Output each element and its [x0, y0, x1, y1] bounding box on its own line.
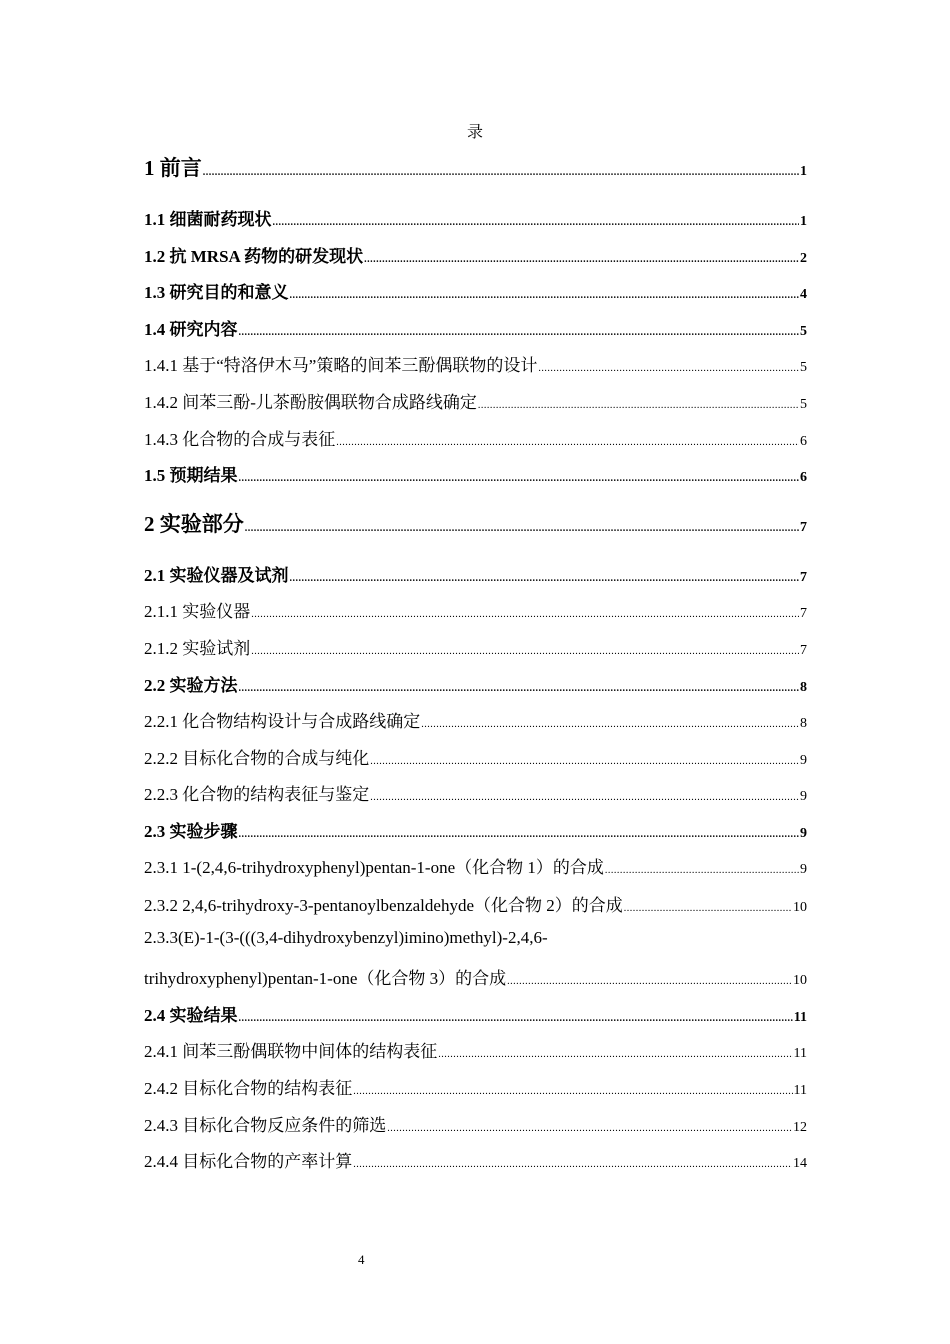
toc-entry-label: 1.5 预期结果 [144, 466, 238, 485]
toc-entry-page: 10 [793, 900, 807, 915]
toc-entry-wrapped-line[interactable]: 2.3.3(E)-1-(3-(((3,4-dihydroxybenzyl)imino)methyl)-2,4,6- [144, 928, 548, 947]
toc-entry-page: 9 [800, 753, 807, 768]
toc-entry-label: 2.4.4 目标化合物的产率计算 [144, 1152, 353, 1171]
toc-entry-page: 9 [800, 862, 807, 877]
leader-dots [251, 602, 799, 622]
toc-entry-page: 1 [800, 214, 807, 229]
leader-dots [605, 858, 799, 878]
toc-entry[interactable] [144, 634, 807, 659]
toc-entry[interactable] [144, 1037, 807, 1062]
toc-entry[interactable] [144, 205, 807, 230]
leader-dots [624, 896, 792, 916]
toc-entry[interactable] [144, 597, 807, 622]
leader-dots [203, 156, 799, 181]
leader-dots [245, 512, 799, 537]
toc-entry-page: 9 [800, 789, 807, 804]
toc-entry-page: 5 [800, 397, 807, 412]
leader-dots [353, 1079, 792, 1099]
toc-entry-label: 1.4 研究内容 [144, 320, 238, 339]
toc-entry-page: 5 [800, 324, 807, 339]
toc-entry[interactable] [144, 744, 807, 769]
toc-entry-page: 10 [793, 973, 807, 988]
toc-entry-page: 11 [793, 1010, 807, 1025]
toc-entry-page: 8 [800, 716, 807, 731]
toc-entry-page: 9 [800, 826, 807, 841]
leader-dots [364, 247, 799, 267]
toc-entry-label: 2.2.3 化合物的结构表征与鉴定 [144, 785, 370, 804]
toc-entry-page: 2 [800, 251, 807, 266]
leader-dots [438, 1042, 792, 1062]
toc-entry-label: 2.1 实验仪器及试剂 [144, 566, 289, 585]
leader-dots [370, 749, 799, 769]
toc-entry-label: 2.4 实验结果 [144, 1006, 238, 1025]
toc-entry-page: 11 [793, 1083, 807, 1098]
toc-entry-label: 2.4.3 目标化合物反应条件的筛选 [144, 1116, 387, 1135]
toc-entry-label: 2.4.1 间苯三酚偶联物中间体的结构表征 [144, 1042, 438, 1061]
toc-entry[interactable] [144, 508, 807, 538]
toc-entry-label: 2.1.2 实验试剂 [144, 639, 251, 658]
toc-entry-label: 1.2 抗 MRSA 药物的研发现状 [144, 247, 364, 266]
toc-entry[interactable] [144, 817, 807, 842]
toc-entry-page: 5 [800, 360, 807, 375]
toc-entry-label: 2.2.2 目标化合物的合成与纯化 [144, 749, 370, 768]
toc-entry-page: 12 [793, 1120, 807, 1135]
toc-entry-label: 1.3 研究目的和意义 [144, 283, 289, 302]
toc-entry[interactable] [144, 964, 807, 989]
toc-entry[interactable] [144, 1001, 807, 1026]
leader-dots [336, 430, 799, 450]
toc-entry[interactable] [144, 351, 807, 376]
toc-entry-page: 1 [800, 164, 807, 179]
toc-entry[interactable] [144, 152, 807, 182]
toc-entry-label: 1.4.1 基于“特洛伊木马”策略的间苯三酚偶联物的设计 [144, 356, 538, 375]
toc-entry-page: 8 [800, 680, 807, 695]
leader-dots [370, 785, 799, 805]
toc-entry[interactable] [144, 242, 807, 267]
leader-dots [290, 566, 800, 586]
toc-entry[interactable] [144, 561, 807, 586]
toc-entry-label: 1.1 细菌耐药现状 [144, 210, 272, 229]
toc-entry-label: trihydroxyphenyl)pentan-1-one（化合物 3）的合成 [144, 969, 507, 988]
toc-entry-page: 7 [800, 606, 807, 621]
toc-entry[interactable] [144, 1074, 807, 1099]
toc-entry-label: 2.3 实验步骤 [144, 822, 238, 841]
toc-entry[interactable] [144, 707, 807, 732]
toc-entry-page: 7 [800, 643, 807, 658]
toc-entry-label: 2.2 实验方法 [144, 676, 238, 695]
toc-entry-page: 11 [793, 1046, 807, 1061]
toc-entry-page: 6 [800, 434, 807, 449]
toc-entry[interactable] [144, 853, 807, 878]
toc-entry[interactable] [144, 1147, 807, 1172]
leader-dots [273, 210, 800, 230]
leader-dots [507, 969, 792, 989]
toc-entry-page: 6 [800, 470, 807, 485]
leader-dots [421, 712, 799, 732]
toc-entry-label: 2.3.2 2,4,6-trihydroxy-3-pentanoylbenzaldehyde（化合物 2）的合成 [144, 896, 623, 915]
toc-entry-label: 1.4.3 化合物的合成与表征 [144, 430, 336, 449]
leader-dots [353, 1152, 792, 1172]
toc-entry[interactable] [144, 671, 807, 696]
toc-entry[interactable] [144, 780, 807, 805]
leader-dots [239, 676, 800, 696]
leader-dots [290, 283, 800, 303]
leader-dots [478, 393, 799, 413]
toc-entry[interactable] [144, 1111, 807, 1136]
toc-entry[interactable] [144, 891, 807, 916]
toc-entry-page: 7 [800, 520, 807, 535]
toc-entry[interactable] [144, 315, 807, 340]
toc-entry-page: 14 [793, 1156, 807, 1171]
toc-entry[interactable] [144, 461, 807, 486]
leader-dots [251, 639, 799, 659]
toc-entry-label: 2.1.1 实验仪器 [144, 602, 251, 621]
toc-entry-label: 2 实验部分 [144, 512, 244, 536]
toc-entry[interactable] [144, 425, 807, 450]
leader-dots [387, 1116, 792, 1136]
leader-dots [538, 356, 799, 376]
leader-dots [239, 1006, 793, 1026]
leader-dots [239, 822, 800, 842]
toc-title: 录 [466, 124, 483, 141]
toc-entry[interactable] [144, 388, 807, 413]
leader-dots [239, 466, 800, 486]
toc-entry-label: 2.4.2 目标化合物的结构表征 [144, 1079, 353, 1098]
toc-entry-label: 1.4.2 间苯三酚-儿茶酚胺偶联物合成路线确定 [144, 393, 477, 412]
toc-entry-label: 1 前言 [144, 156, 202, 180]
page-number-footer: 4 [358, 1252, 365, 1267]
leader-dots [239, 320, 800, 340]
toc-entry-page: 4 [800, 287, 807, 302]
toc-entry-label: 2.3.1 1-(2,4,6-trihydroxyphenyl)pentan-1-one（化合物 1）的合成 [144, 858, 604, 877]
toc-entry-page: 7 [800, 570, 807, 585]
toc-entry-label: 2.2.1 化合物结构设计与合成路线确定 [144, 712, 421, 731]
toc-entry[interactable] [144, 278, 807, 303]
